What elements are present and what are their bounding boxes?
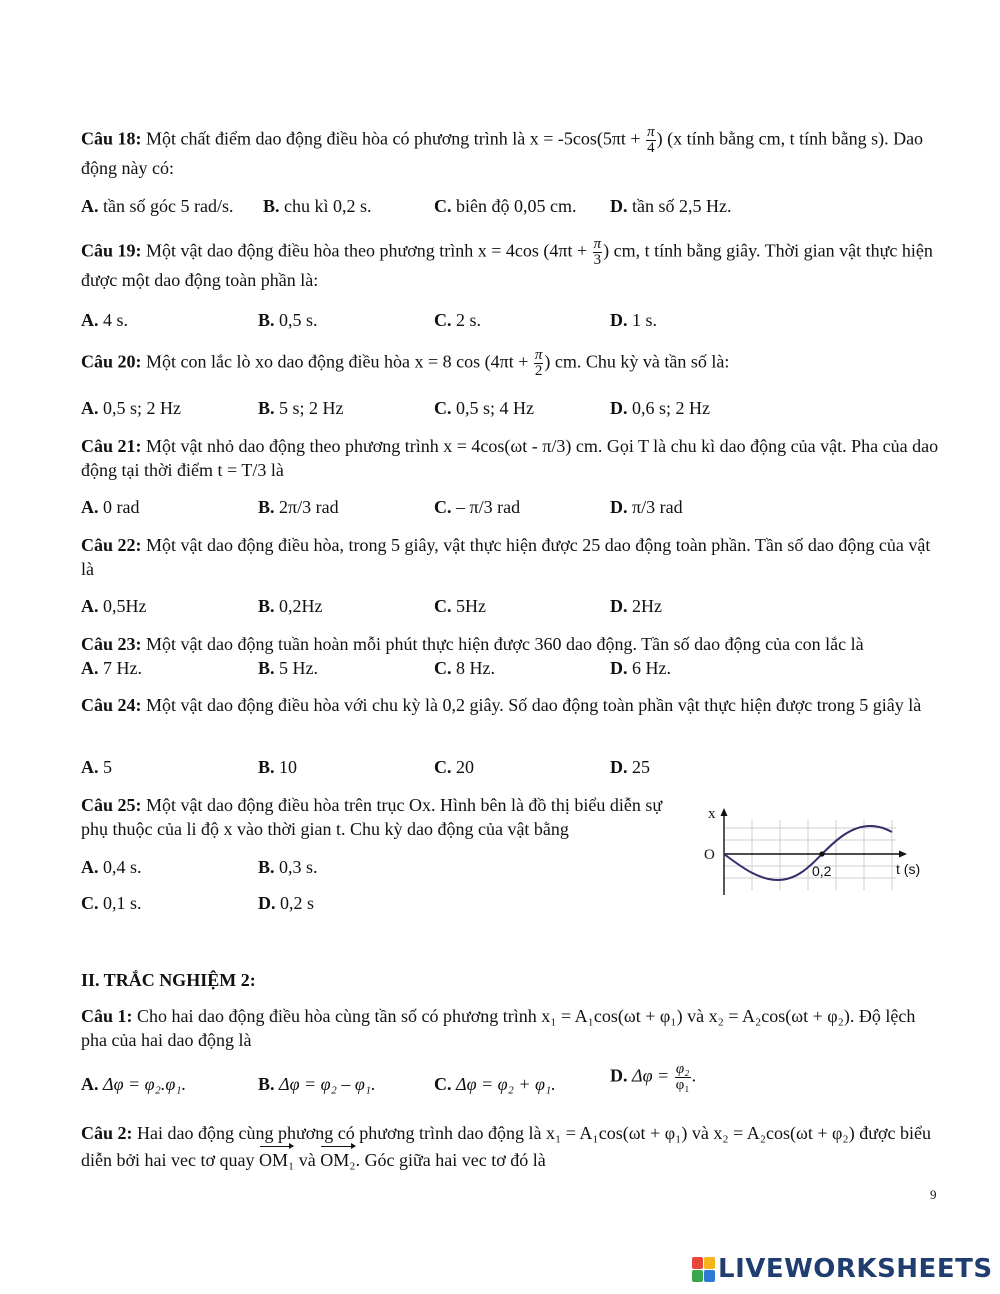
option-b[interactable]	[258, 1072, 376, 1096]
option-d[interactable]	[610, 656, 671, 680]
origin-label: O	[704, 847, 715, 863]
question-label: Câu 18:	[81, 128, 142, 149]
option-text: 0,3 s.	[274, 857, 318, 877]
option-letter: B.	[258, 497, 275, 517]
option-d[interactable]	[610, 308, 657, 332]
option-b[interactable]	[258, 308, 318, 332]
x-axis-arrow	[721, 808, 728, 816]
option-d[interactable]	[610, 1062, 696, 1093]
option-c[interactable]	[434, 755, 474, 779]
option-letter: C.	[434, 497, 452, 517]
option-text: 0,1 s.	[98, 893, 142, 913]
graph-grid	[724, 820, 896, 890]
option-b[interactable]	[258, 594, 323, 618]
option-text: Δφ = φ₂.φ₁.	[98, 1074, 187, 1094]
option-c[interactable]	[434, 495, 520, 519]
question-22	[81, 533, 941, 581]
option-b[interactable]	[258, 656, 318, 680]
options-24	[81, 755, 941, 779]
option-text: 0,5 s.	[274, 310, 318, 330]
option-letter: B.	[258, 596, 275, 616]
liveworksheets-logo[interactable]	[692, 1252, 993, 1286]
fraction-denominator: 3	[593, 252, 602, 268]
fraction-denominator: φ₁	[675, 1077, 690, 1093]
option-d[interactable]	[610, 594, 662, 618]
option-letter: D.	[258, 893, 276, 913]
option-letter: C.	[434, 196, 452, 216]
logo-square	[692, 1257, 703, 1269]
t-axis-arrow	[899, 851, 907, 858]
option-letter: A.	[81, 497, 99, 517]
t-axis-label: t (s)	[896, 861, 921, 877]
option-a[interactable]	[81, 1072, 186, 1096]
logo-text: LIVEWORKSHEETS	[718, 1254, 993, 1284]
option-text: 0,2 s	[275, 893, 315, 913]
option-letter: C.	[434, 596, 452, 616]
option-letter: B.	[258, 658, 275, 678]
option-text: 0 rad	[98, 497, 140, 517]
logo-square	[692, 1270, 703, 1282]
question-label: Câu 20:	[81, 351, 142, 372]
question-21	[81, 434, 941, 482]
option-letter: D.	[610, 757, 628, 777]
option-d[interactable]	[258, 891, 314, 915]
question-text: ) (x tính bằng cm, t tính bằng s). Dao động này có:	[81, 128, 924, 178]
option-letter: D.	[610, 596, 628, 616]
fraction-denominator: 4	[647, 140, 655, 156]
option-text: 0,5 s; 2 Hz	[98, 398, 181, 418]
option-text: 0,5 s; 4 Hz	[451, 398, 534, 418]
option-text: chu kì 0,2 s.	[279, 196, 372, 216]
option-text: 0,4 s.	[98, 857, 142, 877]
option-letter: D.	[610, 658, 628, 678]
section-title: II. TRẮC NGHIỆM 2:	[81, 970, 256, 990]
option-b[interactable]	[263, 194, 372, 218]
logo-square	[704, 1270, 715, 1282]
option-text: 2 s.	[451, 310, 482, 330]
option-letter: D.	[610, 497, 628, 517]
option-text: π/3 rad	[627, 497, 683, 517]
option-letter: C.	[434, 658, 452, 678]
options-22	[81, 594, 941, 618]
option-text: 8 Hz.	[451, 658, 495, 678]
options-20	[81, 396, 941, 420]
question-text: Cho hai dao động điều hòa cùng tần số có phương trình x₁ = A₁cos(ωt + φ₁) và x₂ = A₂cos(ωt + φ₂). Độ lệch pha của hai dao động là	[81, 1006, 916, 1050]
option-a[interactable]	[81, 656, 142, 680]
question-18	[81, 125, 941, 180]
tick-point	[819, 851, 824, 856]
option-text: 5 Hz.	[274, 658, 319, 678]
option-text: 5Hz	[451, 596, 486, 616]
question-text: Một vật dao động điều hòa với chu kỳ là 0,2 giây. Số dao động toàn phần vật thực hiện được trong 5 giây là	[141, 695, 922, 715]
option-c[interactable]	[434, 396, 534, 420]
option-d[interactable]	[610, 396, 710, 420]
question-label: Câu 2:	[81, 1123, 133, 1143]
question-24	[81, 693, 941, 717]
option-text: Δφ = φ₂ + φ₁.	[451, 1074, 556, 1094]
option-c[interactable]	[434, 308, 481, 332]
option-a[interactable]	[81, 594, 147, 618]
option-text: Δφ =	[627, 1065, 674, 1086]
option-letter: D.	[610, 196, 628, 216]
question-text: Một chất điểm dao động điều hòa có phương trình là x = -5cos(5πt +	[141, 128, 646, 149]
option-text: 0,2Hz	[274, 596, 323, 616]
option-a[interactable]	[81, 855, 142, 879]
option-d[interactable]	[610, 755, 650, 779]
section2-question-1	[81, 1004, 941, 1052]
displacement-time-graph	[700, 800, 940, 905]
option-a[interactable]	[81, 308, 128, 332]
question-text: Một vật dao động tuần hoàn mỗi phút thực hiện được 360 dao động. Tần số dao động của con lắc là	[141, 634, 864, 654]
option-text: biên độ 0,05 cm.	[451, 196, 577, 216]
option-letter: D.	[610, 310, 628, 330]
option-b[interactable]	[258, 495, 339, 519]
option-letter: D.	[610, 398, 628, 418]
option-a[interactable]	[81, 396, 181, 420]
page-number: 9	[930, 1187, 937, 1202]
vector-om1: OM₁	[259, 1145, 294, 1172]
question-text: và	[294, 1150, 321, 1170]
option-a[interactable]	[81, 194, 233, 218]
vector-om2: OM₂	[320, 1145, 355, 1172]
fraction	[534, 348, 544, 379]
question-text: Một vật nhỏ dao động theo phương trình x = 4cos(ωt - π/3) cm. Gọi T là chu kì dao động của vật. Pha của dao động tại thời điểm t = T/3 là	[81, 436, 939, 480]
option-text: 5	[98, 757, 112, 777]
option-b[interactable]	[258, 855, 318, 879]
option-letter: A.	[81, 196, 99, 216]
logo-square	[704, 1257, 715, 1269]
x-axis-label: x	[708, 806, 716, 822]
question-19	[81, 237, 941, 292]
option-letter: A.	[81, 1074, 99, 1094]
question-text: Một vật dao động điều hòa trên trục Ox. Hình bên là đồ thị biểu diễn sự phụ thuộc của li độ x vào thời gian t. Chu kỳ dao động của vật bằng	[81, 795, 663, 839]
fraction-numerator: π	[593, 236, 602, 252]
fraction	[675, 1062, 691, 1093]
question-text: Một con lắc lò xo dao động điều hòa x = 8 cos (4πt +	[141, 351, 533, 372]
option-c[interactable]	[81, 891, 142, 915]
option-text: tần số góc 5 rad/s.	[98, 196, 234, 216]
option-text: 2Hz	[627, 596, 662, 616]
option-text: 10	[274, 757, 298, 777]
question-label: Câu 19:	[81, 240, 142, 261]
option-letter: B.	[258, 1074, 275, 1094]
option-letter: A.	[81, 658, 99, 678]
question-text: Hai dao động cùng phương có phương trình dao động là x₁ = A₁cos(ωt + φ₁) và x₂ = A₂cos(ωt + φ₂) được biểu diễn bởi hai vec tơ quay	[81, 1123, 931, 1170]
option-letter: A.	[81, 398, 99, 418]
options-23	[81, 656, 941, 680]
option-letter: A.	[81, 596, 99, 616]
option-letter: A.	[81, 757, 99, 777]
option-b[interactable]	[258, 755, 297, 779]
tick-label: 0,2	[812, 863, 832, 879]
option-letter: C.	[434, 310, 452, 330]
question-20	[81, 348, 941, 379]
option-text: 20	[451, 757, 474, 777]
options-19	[81, 308, 941, 332]
option-c[interactable]	[434, 656, 495, 680]
option-text: – π/3 rad	[451, 497, 521, 517]
option-letter: B.	[258, 398, 275, 418]
option-b[interactable]	[258, 396, 344, 420]
option-text: 0,5Hz	[98, 596, 147, 616]
option-text: .	[691, 1065, 697, 1086]
options-s2-1	[81, 1061, 941, 1096]
option-text: tần số 2,5 Hz.	[627, 196, 732, 216]
option-text: 4 s.	[98, 310, 129, 330]
question-label: Câu 22:	[81, 535, 142, 555]
fraction-numerator: φ₂	[675, 1061, 690, 1077]
option-text: 6 Hz.	[627, 658, 671, 678]
options-21	[81, 495, 941, 519]
option-text: Δφ = φ₂ – φ₁.	[274, 1074, 376, 1094]
option-letter: A.	[81, 857, 99, 877]
question-label: Câu 1:	[81, 1006, 133, 1026]
fraction-denominator: 2	[534, 363, 543, 379]
question-text: ) cm. Chu kỳ và tần số là:	[544, 351, 730, 372]
question-label: Câu 24:	[81, 695, 142, 715]
fraction	[646, 125, 656, 156]
option-text: 1 s.	[627, 310, 658, 330]
option-letter: C.	[434, 1074, 452, 1094]
option-c[interactable]	[434, 594, 486, 618]
option-text: 0,6 s; 2 Hz	[627, 398, 710, 418]
option-d[interactable]	[610, 495, 683, 519]
question-text: ) cm, t tính bằng giây. Thời gian vật thực hiện được một dao động toàn phần là:	[81, 240, 933, 290]
option-letter: C.	[81, 893, 99, 913]
option-letter: B.	[258, 857, 275, 877]
option-c[interactable]	[434, 1072, 556, 1096]
question-text: Một vật dao động điều hòa theo phương trình x = 4cos (4πt +	[141, 240, 592, 261]
section2-question-2	[81, 1121, 941, 1172]
question-text: Một vật dao động điều hòa, trong 5 giây, vật thực hiện được 25 dao động toàn phần. Tần số dao động của vật là	[81, 535, 931, 579]
question-text: . Góc giữa hai vec tơ đó là	[355, 1150, 546, 1170]
option-text: 7 Hz.	[98, 658, 142, 678]
option-a[interactable]	[81, 495, 139, 519]
option-c[interactable]	[434, 194, 576, 218]
option-letter: B.	[263, 196, 280, 216]
fraction-numerator: π	[647, 124, 655, 140]
question-label: Câu 23:	[81, 634, 142, 654]
question-25	[81, 793, 681, 841]
question-23	[81, 632, 941, 656]
option-letter: B.	[258, 757, 275, 777]
option-text: 25	[627, 757, 650, 777]
fraction-numerator: π	[534, 347, 543, 363]
option-text: 2π/3 rad	[274, 497, 339, 517]
question-label: Câu 21:	[81, 436, 142, 456]
option-text: 5 s; 2 Hz	[274, 398, 344, 418]
options-18	[81, 194, 941, 218]
question-label: Câu 25:	[81, 795, 142, 815]
option-d[interactable]	[610, 194, 731, 218]
option-letter: C.	[434, 757, 452, 777]
fraction	[593, 237, 603, 268]
logo-icon	[692, 1257, 714, 1281]
option-letter: D.	[610, 1065, 628, 1086]
option-letter: A.	[81, 310, 99, 330]
option-a[interactable]	[81, 755, 112, 779]
option-letter: C.	[434, 398, 452, 418]
option-letter: B.	[258, 310, 275, 330]
